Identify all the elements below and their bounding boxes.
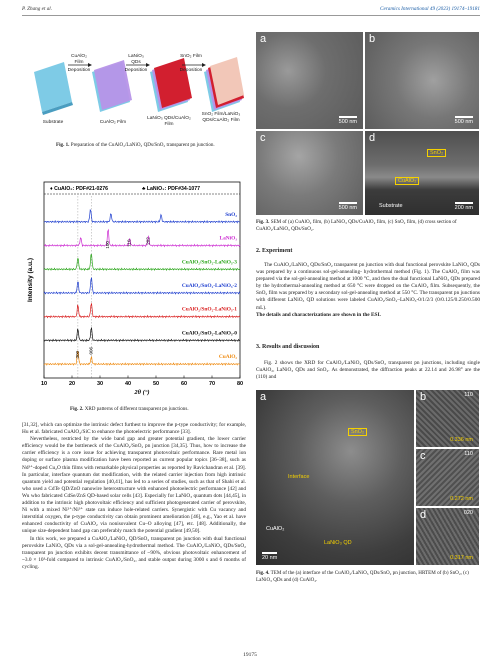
- fig4-caption-label: Fig. 4.: [256, 570, 270, 576]
- left-paragraph-3: In this work, we prepared a CuAlO₂/LaNiO₃ QD/SnO₂ transparent pn junction with dual functional perovskite LaNiO₃ QDs via a sol-gel-annealing-hydrothermal method. The CuAlO₂/LaNiO₃ QDs/SnO₂ transparent pn junction exhibits decent transmittance of ~90%, obvious photovoltaic enhancement of ~3.0 × 10³-fold compared to intrinsic CuAlO₂/SnO₂, and stable output during 3000 s and 6 months of cycling.: [22, 535, 246, 570]
- xrd-xtick-label-1: 20: [68, 381, 76, 387]
- sem-panel-d-label: d: [369, 132, 376, 144]
- sem-panel-a-label: a: [260, 33, 267, 45]
- tem-panel-d-label: d: [420, 509, 427, 521]
- fig3-caption-label: Fig. 3.: [256, 219, 270, 225]
- tem-tag-interface: Interface: [288, 474, 310, 480]
- label-sno2: SnO₂ Film/LaNiO₃ QDs/CuAlO₂ Film: [201, 112, 241, 123]
- sem-panel-b-label: b: [369, 33, 376, 45]
- left-paragraph-2: Nevertheless, restricted by the wide band gap and greater potential gradient, the lower carrier efficiency would be the bottleneck of the CuAlO₂/SnO₂ pn junction [34,35]. Thus, how to increase the carrier efficiency is a core issue for achieving transparent photovoltaic performance. Rare metal ion doping or surface plasma modification have been reported as current popular topics [36–38], such as Nd³⁺-doped Cu₂O thin films with remarkable physical properties as reported by Ravichandran et al. [39]. In particular, interface quantum dot modification, with the related carrier injection from high intrinsic quantum yield and potential regulation [40,41], has led to a series of studies, such as that of Shahi et al. who used a CdTe QD/ZnO nanowire heterostructure with enhanced photoelectric performance [42] and Wu who fabricated CdSe/ZnS QD-based solar cells [43]. Especially for LaNiO₃ quantum dots [44,45], in addition to the intrinsic high photovoltaic efficiency and sufficient photogenerated carrier of perovskite, Ni with a mixed Ni²⁺/Ni³⁺ state can induce hole-related carriers. Synergistic with Cu vacancy and interstitial oxygen, the p-type conductivity can obtain prominent amelioration [46], e.g., Yao et al. have enhanced conductivity of CuAlO₂ via nonisovalent Cu–O alloying [47], etc. [48]. Additionally, the unique size-dependent band gap can preferably match the potential gradient [49,50].: [22, 436, 246, 535]
- step1-text: CuAlO₂ Film: [71, 54, 87, 65]
- xrd-miller-1: 110: [126, 239, 132, 247]
- fig4-caption-text: TEM of the (a) interface of the CuAlO₂/LaNiO₃ QDs/SnO₂ pn junction, HRTEM of (b) SnO₂, (c) LaNiO₃ QDs and (d) CuAlO₂.: [256, 570, 469, 583]
- xrd-series-label-5: CuAlO₂/SnO₂-LaNiO₃-0: [181, 330, 237, 337]
- section-2-details: The details and characterizations are shown in the ESI.: [256, 311, 381, 318]
- xrd-ylabel: Intensity (a.u.): [27, 257, 34, 303]
- tem-panel-a-label: a: [260, 391, 267, 403]
- sem-panel-b-scale: 500 nm: [454, 119, 473, 125]
- tem-panel-a-scalebar: [262, 552, 277, 561]
- tem-panel-c-spacing: 0.272 nm: [450, 496, 473, 502]
- tem-tag-laniO3: LaNiO₃ QD: [324, 540, 352, 546]
- tem-tag-sno2: SnO₂: [348, 428, 367, 436]
- section-3-text: [256, 360, 480, 381]
- running-header-left: P. Zhang et al.: [22, 6, 53, 12]
- sem-panel-c-scalebar: [339, 202, 357, 211]
- running-header-right: Ceramics International 49 (2023) 19174–19181: [380, 6, 480, 12]
- fig1-schematic: [22, 32, 246, 138]
- tem-panel-b-label: b: [420, 391, 427, 403]
- xrd-xtick-label-5: 60: [180, 381, 188, 387]
- xrd-miller-3: 300: [74, 350, 80, 359]
- fig3-caption-text: SEM of (a) CuAlO₂ film, (b) LaNiO₃ QDs/CuAlO₂ film, (c) SnO₂ film, (d) cross section of CuAlO₂/LaNiO₃ QDs/SnO₂.: [256, 219, 457, 232]
- xrd-series-0: [44, 210, 240, 223]
- xrd-miller-4: 006: [88, 346, 94, 355]
- fig2-caption-text: XRD patterns of different transparent pn junctions.: [84, 406, 189, 412]
- sem-tag-cualo2: CuAlO₂: [395, 177, 419, 185]
- sem-panel-d-scalebar: [455, 202, 473, 211]
- sem-panel-b: [365, 32, 479, 129]
- tem-panel-c: [416, 449, 479, 506]
- step1-label: [66, 54, 92, 65]
- xrd-svg: [22, 170, 250, 400]
- xrd-series-label-6: CuAlO₂: [218, 354, 237, 361]
- fig2-caption: [70, 406, 250, 413]
- xrd-series-label-0: SnO₂: [225, 211, 237, 218]
- tem-panel-b-spacing: 0.336 nm: [450, 437, 473, 443]
- page-number: 19175: [243, 652, 257, 658]
- xrd-xlabel: 2θ (°): [134, 389, 150, 396]
- xrd-legend-1: ♦ CuAlO₂: PDF#21-0276: [50, 186, 108, 192]
- xrd-xtick-label-7: 80: [236, 381, 244, 387]
- step3-text: SnO₂ Film: [180, 54, 202, 59]
- tem-panel-b-plane: 110: [464, 392, 473, 398]
- tem-panel-d-spacing: 0.317 nm: [450, 555, 473, 561]
- fig2-caption-label: Fig. 2.: [70, 406, 84, 412]
- tem-panel-d: [416, 508, 479, 565]
- fig1-caption: [56, 142, 256, 149]
- sem-panel-a-scalebar: [339, 116, 357, 125]
- xrd-xtick-label-0: 10: [40, 381, 48, 387]
- xrd-xtick-label-3: 40: [124, 381, 132, 387]
- sem-tag-sno2: SnO₂: [427, 149, 446, 157]
- section-2-text: [256, 262, 480, 319]
- xrd-series-6: [44, 351, 240, 365]
- label-substrate: Substrate: [42, 120, 64, 125]
- step2-deposition: Deposition: [124, 68, 148, 73]
- header-rule: [22, 15, 480, 16]
- step2-text: LaNiO₃ QDs: [128, 54, 144, 65]
- tem-panel-d-plane: 020: [463, 510, 473, 516]
- xrd-xtick-label-6: 70: [208, 381, 216, 387]
- section-3-heading: 3. Results and discussion: [256, 344, 320, 350]
- tem-panel-a: [256, 390, 414, 565]
- tem-panel-c-label: c: [420, 450, 426, 462]
- xrd-xtick-label-4: 50: [152, 381, 160, 387]
- xrd-series-label-2: CuAlO₂/SnO₂-LaNiO₃-3: [181, 259, 237, 266]
- sem-tag-substrate: Substrate: [379, 203, 403, 209]
- xrd-plot-frame: [44, 182, 240, 378]
- xrd-series-1: [44, 230, 240, 247]
- xrd-series-label-3: CuAlO₂/SnO₂-LaNiO₃-2: [181, 283, 237, 289]
- tem-tag-cualo2: CuAlO₂: [266, 526, 285, 532]
- tem-panel-c-plane: 110: [464, 451, 473, 457]
- xrd-series-label-4: CuAlO₂/SnO₂-LaNiO₃-1: [181, 306, 237, 313]
- xrd-miller-0: 100: [105, 241, 111, 249]
- xrd-xtick-label-2: 30: [96, 381, 104, 387]
- xrd-miller-2: 202: [145, 237, 151, 245]
- left-column-text: [22, 422, 246, 571]
- tem-panel-b: [416, 390, 479, 447]
- step1-deposition: Deposition: [67, 68, 91, 73]
- fig3-caption: [256, 219, 480, 232]
- fig2-xrd-chart: [22, 170, 250, 400]
- sem-panel-a-scale: 500 nm: [338, 119, 357, 125]
- sem-panel-a: [256, 32, 363, 129]
- sem-panel-c-label: c: [260, 132, 266, 144]
- label-cualo2: CuAlO₂ Film: [99, 120, 127, 125]
- sem-panel-d-scale: 200 nm: [454, 205, 473, 211]
- sem-panel-c-scale: 500 nm: [338, 205, 357, 211]
- fig4-caption: [256, 570, 480, 583]
- xrd-series-label-1: LaNiO₃: [219, 235, 237, 242]
- step3-deposition: Deposition: [179, 68, 203, 73]
- sem-panel-c: [256, 131, 363, 215]
- section-2-paragraph: The CuAlO₂/LaNiO₃ QDs/SnO₂ transparent pn junction with dual functional perovskite LaNiO₃ QDs was prepared by a continuous sol-gel-annealing- hydrothermal method (Fig. 1). The CuAlO₂ film was prepared via the sol-gel-annealing method at 1000 °C, and then the dual functional LaNiO₃ QDs prepared by the hydrothermal-annealing method at 650 °C were dropped on the CuAlO₂ film. Subsequently, the SnO₂ film was prepared by a secondary sol-gel-annealing method at 550 °C. The transparent pn junctions with different LaNiO₃ QD solutions were labeled CuAlO₂/SnO₂–LaNiO₃-0/1/2/3 (0/0.125/0.250/0.500 mL).: [256, 262, 481, 311]
- section-2-heading: 2. Experiment: [256, 248, 293, 254]
- xrd-legend-2: ♣ LaNiO₃: PDF#34-1077: [142, 186, 200, 192]
- fig1-caption-label: Fig. 1.: [56, 142, 70, 148]
- tem-panel-a-scale: 20 nm: [262, 555, 278, 561]
- fig1-caption-text: Preparation of the CuAlO₂/LaNiO₃ QDs/SnO₂ transparent pn junction.: [70, 142, 215, 148]
- sem-panel-b-scalebar: [455, 116, 473, 125]
- sem-panel-d: [365, 131, 479, 215]
- label-laniO3: LaNiO₃ QDs/CuAlO₂ Film: [147, 116, 191, 127]
- section-3-paragraph: Fig. 2 shows the XRD for CuAlO₂/LaNiO₃ QDs/SnO₂ transparent pn junctions, including single CuAlO₂, LaNiO₃ QDs and SnO₂. As demonstrated, the diffraction peaks at 22.14 and 26.98° are the (110) and: [256, 360, 480, 381]
- left-paragraph-1: [31,32], which can optimize the intrinsic defect furthest to improve the p-type conductivity; for example, Hu et al. fabricated CuAlO₂/SiC to enhance the photoelectric performance [33].: [22, 422, 246, 436]
